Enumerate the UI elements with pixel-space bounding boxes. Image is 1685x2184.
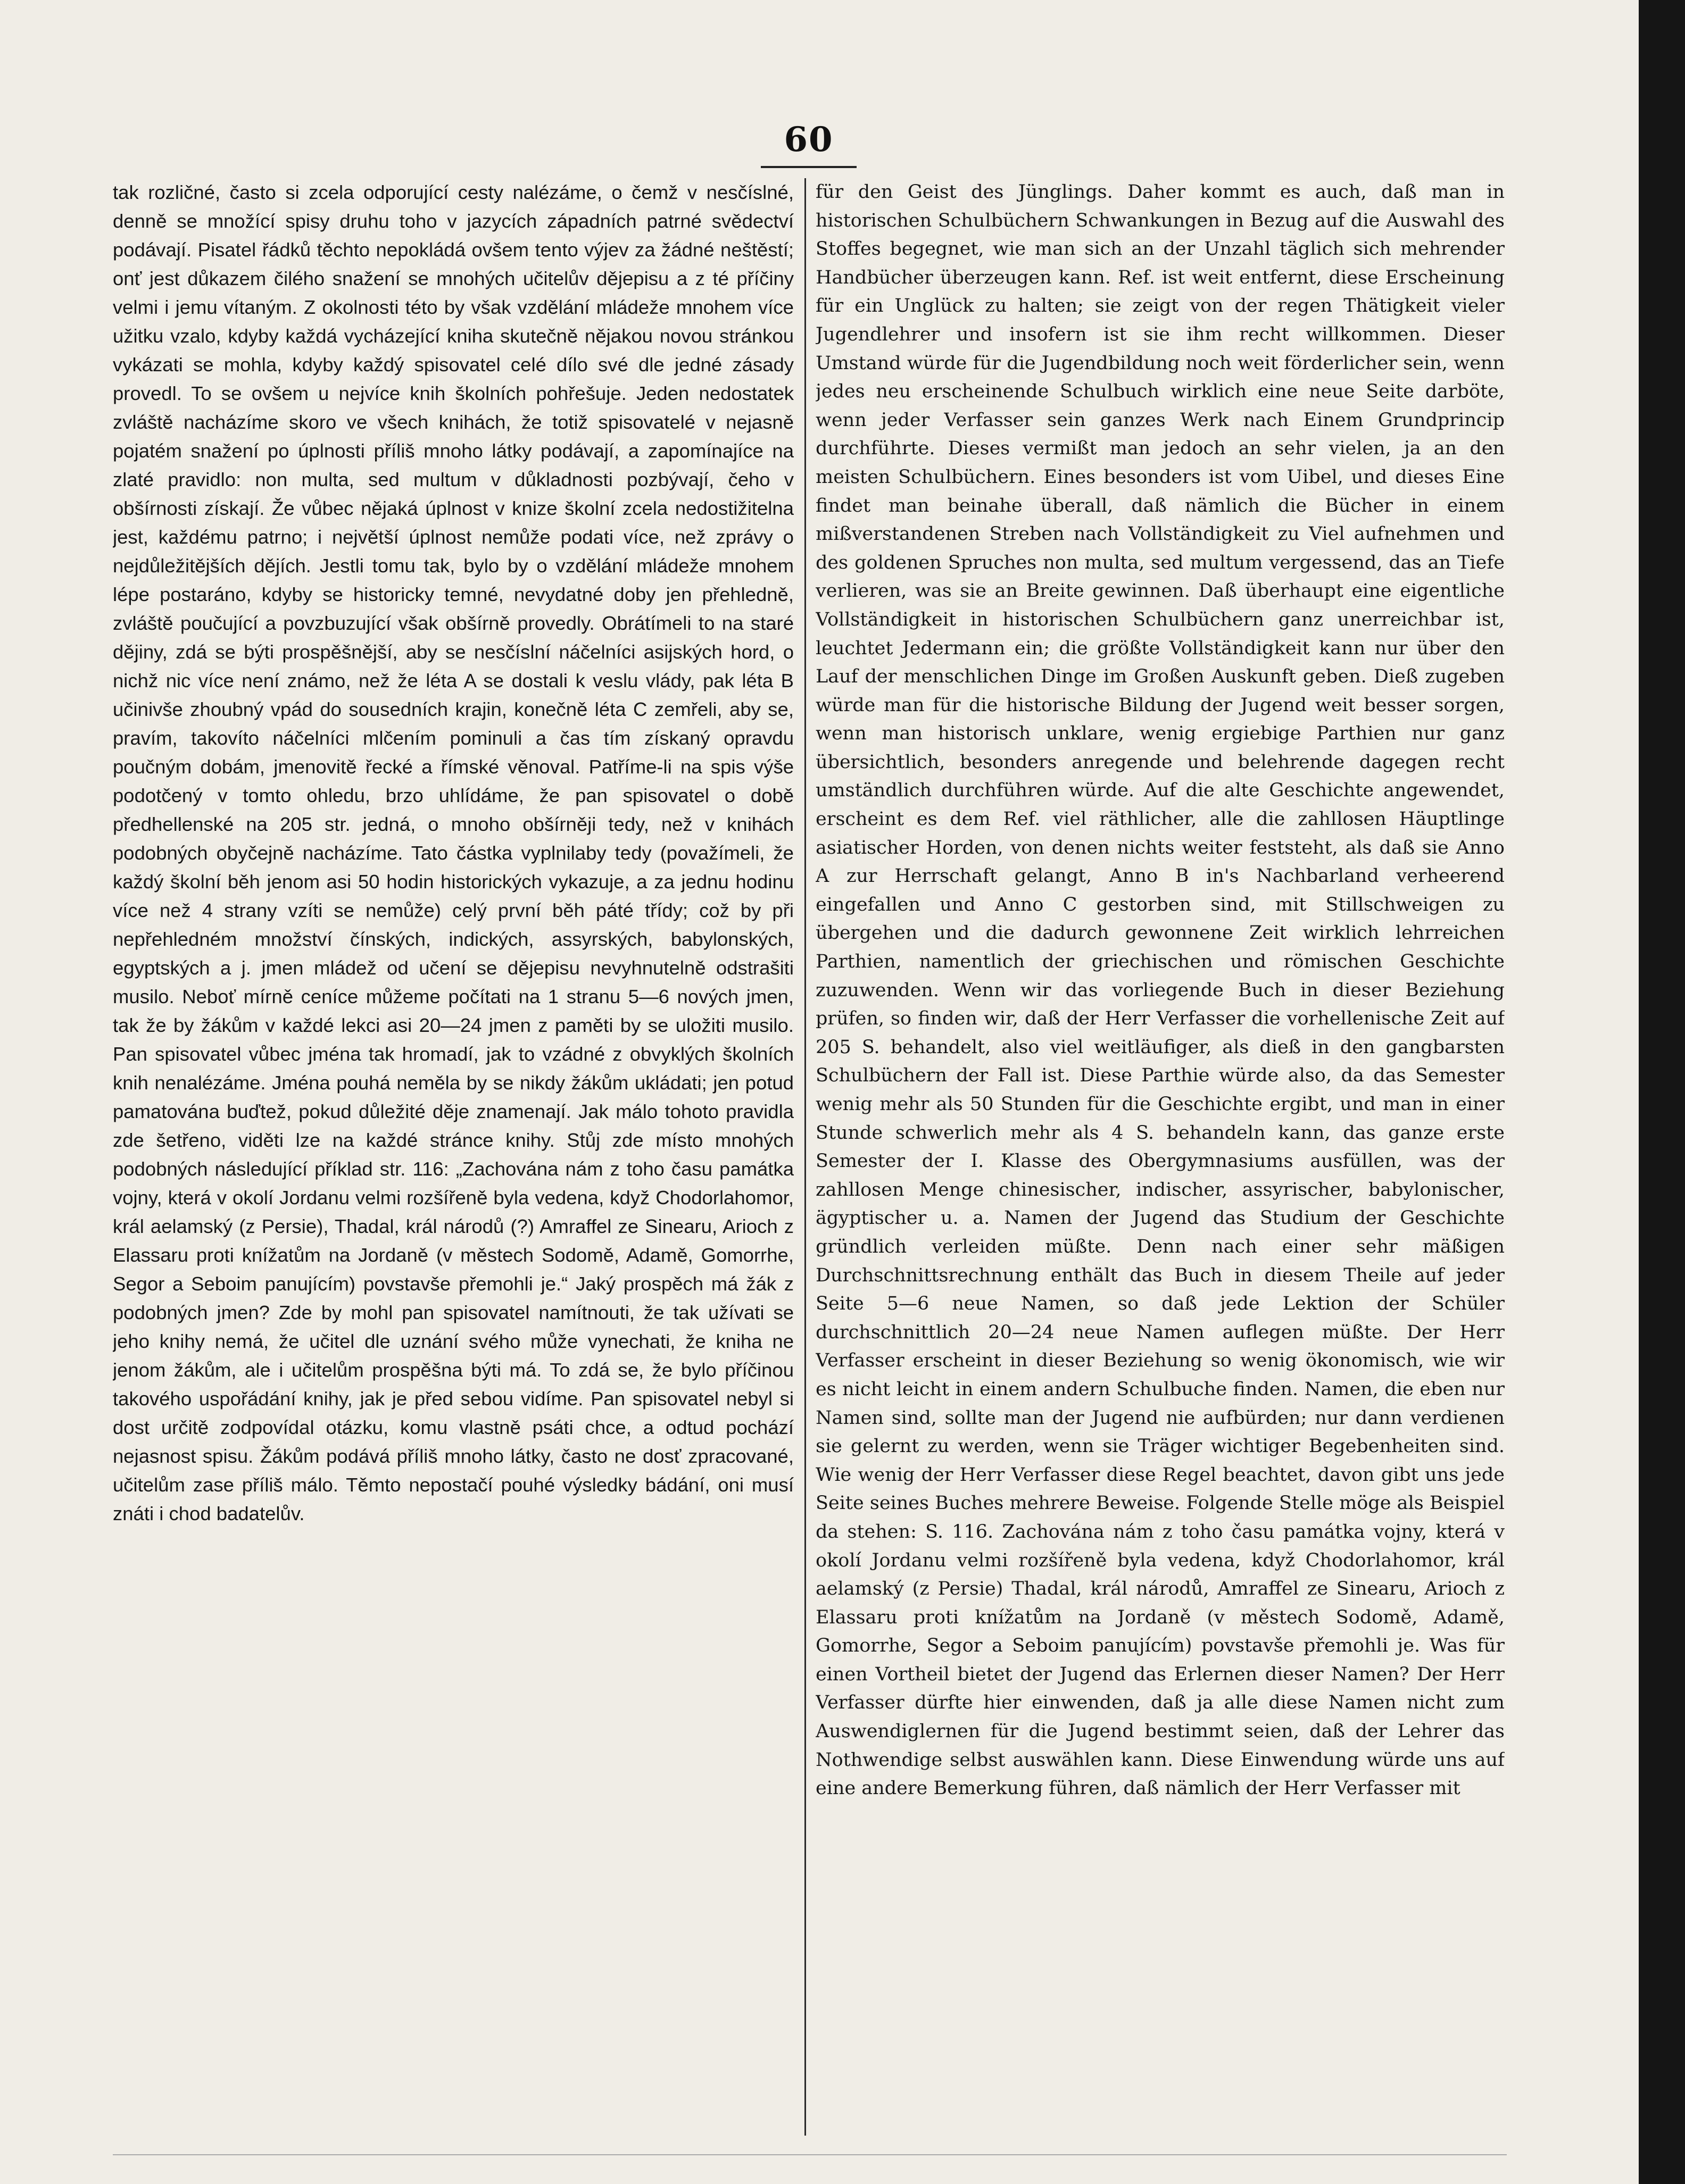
page-number: 60 bbox=[784, 120, 834, 160]
left-column-czech-text bbox=[113, 178, 794, 2146]
scan-edge bbox=[1639, 0, 1685, 2184]
right-column-german-text bbox=[816, 178, 1505, 2146]
right-column-paragraph: für den Geist des Jünglings. Daher kommt es auch, daß man in historischen Schulbüchern Schwankungen in Bezug auf die Auswahl des Stoffes begegnet, wie man sich an der Unzahl täglich sich mehrender Handbücher überzeugen kann. Ref. ist weit entfernt, diese Erscheinung für ein Unglück zu halten; sie zeigt von der regen Thätigkeit vieler Jugendlehrer und insofern ist sie ihm recht willkommen. Dieser Umstand würde für die Jugendbildung noch weit förderlicher sein, wenn jedes neu erscheinende Schulbuch wirklich eine neue Seite darböte, wenn jeder Verfasser sein ganzes Werk nach Einem Grundprincip durchführte. Dieses vermißt man jedoch an sehr vielen, ja an den meisten Schulbüchern. Eines besonders ist vom Uibel, und dieses Eine findet man beinahe überall, daß nämlich die Bücher in einem mißverstandenen Streben nach Vollständigkeit zu Viel aufnehmen und des goldenen Spruches non multa, sed multum vergessend, das an Tiefe verlieren, was sie an Breite gewinnen. Daß überhaupt eine eigentliche Vollständigkeit in historischen Schulbüchern ganz unerreichbar ist, leuchtet Jedermann ein; die größte Vollständigkeit kann nur über den Lauf der menschlichen Dinge im Großen Auskunft geben. Dieß zugeben würde man für die historische Bildung der Jugend weit besser sorgen, wenn man historisch unklare, wenig ergiebige Parthien nur ganz übersichtlich, besonders anregende und belehrende dagegen recht umständlich durchführen würde. Auf die alte Geschichte angewendet, erscheint es dem Ref. viel räthlicher, alle die zahllosen Häuptlinge asiatischer Horden, von denen nichts weiter feststeht, als daß sie Anno A zur Herrschaft gelangt, Anno B in's Nachbarland verheerend eingefallen und Anno C gestorben sind, mit Stillschweigen zu übergehen und die dadurch gewonnene Zeit wirklich lehrreichen Parthien, namentlich der griechischen und römischen Geschichte zuzuwenden. Wenn wir das vorliegende Buch in dieser Beziehung prüfen, so finden wir, daß der Herr Verfasser die vorhellenische Zeit auf 205 S. behandelt, also viel weitläufiger, als dieß in den gangbarsten Schulbüchern der Fall ist. Diese Parthie würde also, da das Semester wenig mehr als 50 Stunden für die Geschichte ergibt, und man in einer Stunde schwerlich mehr als 4 S. behandeln kann, das ganze erste Semester der I. Klasse des Obergymnasiums ausfüllen, was der zahllosen Menge chinesischer, indischer, assyrischer, babylonischer, ägyptischer u. a. Namen der Jugend das Studium der Geschichte gründlich verleiden müßte. Denn nach einer sehr mäßigen Durchschnittsrechnung enthält das Buch in diesem Theile auf jeder Seite 5—6 neue Namen, so daß jede Lektion der Schüler durchschnittlich 20—24 neue Namen auflegen müßte. Der Herr Verfasser erscheint in dieser Beziehung so wenig ökonomisch, wie wir es nicht leicht in einem andern Schulbuche finden. Namen, die eben nur Namen sind, sollte man der Jugend nie aufbürden; nur dann verdienen sie gelernt zu werden, wenn sie Träger wichtiger Begebenheiten sind. Wie wenig der Herr Verfasser diese Regel beachtet, davon gibt uns jede Seite seines Buches mehrere Beweise. Folgende Stelle möge als Beispiel da stehen: S. 116. Zachována nám z toho času památka vojny, která v okolí Jordanu velmi rozšířeně byla vedena, když Chodorlahomor, král aelamský (z Persie) Thadal, král národů, Amraffel ze Sinearu, Arioch z Elassaru proti knížatům na Jordaně (v městech Sodomě, Adamě, Gomorrhe, Segor a Seboim panujícím) povstavše přemohli je. Was für einen Vortheil bietet der Jugend das Erlernen dieser Namen? Der Herr Verfasser dürfte hier einwenden, daß ja alle diese Namen nicht zum Auswendiglernen für die Jugend bestimmt seien, daß der Lehrer das Nothwendige selbst auswählen kann. Diese Einwendung würde uns auf eine andere Bemerkung führen, daß nämlich der Herr Verfasser mit bbox=[816, 181, 1505, 1799]
left-column-paragraph: tak rozličné, často si zcela odporující cesty nalézáme, o čemž v nesčíslné, denně se množící spisy druhu toho v jazycích západních patrné svědectví podávají. Pisatel řádků těchto nepokládá ovšem tento výjev za žádné neštěstí; onť jest důkazem čilého snažení se mnohých učitelův dějepisu a z té příčiny velmi i jemu vítaným. Z okolnosti této by však vzdělání mládeže mnohem více užitku vzalo, kdyby každá vycházející kniha skutečně nějakou novou stránkou vykázati se mohla, kdyby každý spisovatel celé dílo své dle jedné zásady provedl. To se ovšem u nejvíce knih školních pohřešuje. Jeden nedostatek zvláště nacházíme skoro ve všech knihách, že totiž spisovatelé v nejasně pojatém snažení po úplnosti příliš mnoho látky podávají, a zapomínajíce na zlaté pravidlo: non multa, sed multum v důkladnosti pozbývají, čeho v obšírnosti získají. Že vůbec nějaká úplnost v knize školní zcela nedostižitelna jest, každému patrno; i největší úplnost nemůže podati více, než zprávy o nejdůležitějších dějích. Jestli tomu tak, bylo by o vzdělání mládeže mnohem lépe postaráno, kdyby se historicky temné, nevydatné doby jen přehledně, zvláště poučující a povzbuzující však obšírně provedly. Obrátímeli to na staré dějiny, zdá se býti prospěšnější, aby se nesčíslní náčelníci asijských hord, o nichž nic více není známo, než že léta A se dostali k veslu vlády, pak léta B učinivše zhoubný vpád do sousedních krajin, konečně léta C zemřeli, aby se, pravím, takovíto náčelníci mlčením pominuli a čas tím získaný opravdu poučným dobám, jmenovitě řecké a římské věnoval. Patříme-li na spis výše podotčený v tomto ohledu, brzo uhlídáme, že pan spisovatel o době předhellenské na 205 str. jedná, o mnoho obšírněji tedy, než v knihách podobných obyčejně nacházíme. Tato částka vyplnilaby tedy (považímeli, že každý školní běh jenom asi 50 hodin historických vykazuje, a za jednu hodinu více než 4 strany vzíti se nemůže) celý první běh páté třídy; což by při nepřehledném množství čínských, indických, assyrských, babylonských, egyptských a j. jmen mládež od učení se dějepisu nevyhnutelně odstrašiti musilo. Neboť mírně ceníce můžeme počítati na 1 stranu 5—6 nových jmen, tak že by žákům v každé lekci asi 20—24 jmen z paměti by se uložiti musilo. Pan spisovatel vůbec jména tak hromadí, jak to vzádné z obvyklých školních knih nenalézáme. Jména pouhá neměla by se nikdy žákům ukládati; jen potud pamatována buďtež, pokud důležité děje znamenají. Jak málo tohoto pravidla zde šetřeno, viděti lze na každé stránce knihy. Stůj zde místo mnohých podobných následující příklad str. 116: „Zachována nám z toho času památka vojny, která v okolí Jordanu velmi rozšířeně byla vedena, když Chodorlahomor, král aelamský (z Persie), Thadal, král národů (?) Amraffel ze Sinearu, Arioch z Elassaru proti knížatům na Jordaně (v městech Sodomě, Adamě, Gomorrhe, Segor a Seboim panujícím) povstavše přemohli je.“ Jaký prospěch má žák z podobných jmen? Zde by mohl pan spisovatel namítnouti, že tak užívati se jeho knihy nemá, že učitel dle uznání svého může vynechati, že kniha ne jenom žákům, ale i učitelům prospěšna býti má. To zdá se, že bylo příčinou takového uspořádání knihy, jak je před sebou vidíme. Pan spisovatel nebyl si dost určitě zodpovídal otázku, komu vlastně psáti chce, a odtud pochází nejasnost spisu. Žákům podává příliš mnoho látky, často ne dosť zpracované, učitelům zase příliš málo. Těmto nepostačí pouhé výsledky bádání, oni musí znáti i chod badatelův. bbox=[113, 181, 794, 1524]
bottom-rule bbox=[113, 2154, 1507, 2155]
column-divider bbox=[804, 178, 806, 2136]
page-number-rule bbox=[761, 166, 857, 168]
